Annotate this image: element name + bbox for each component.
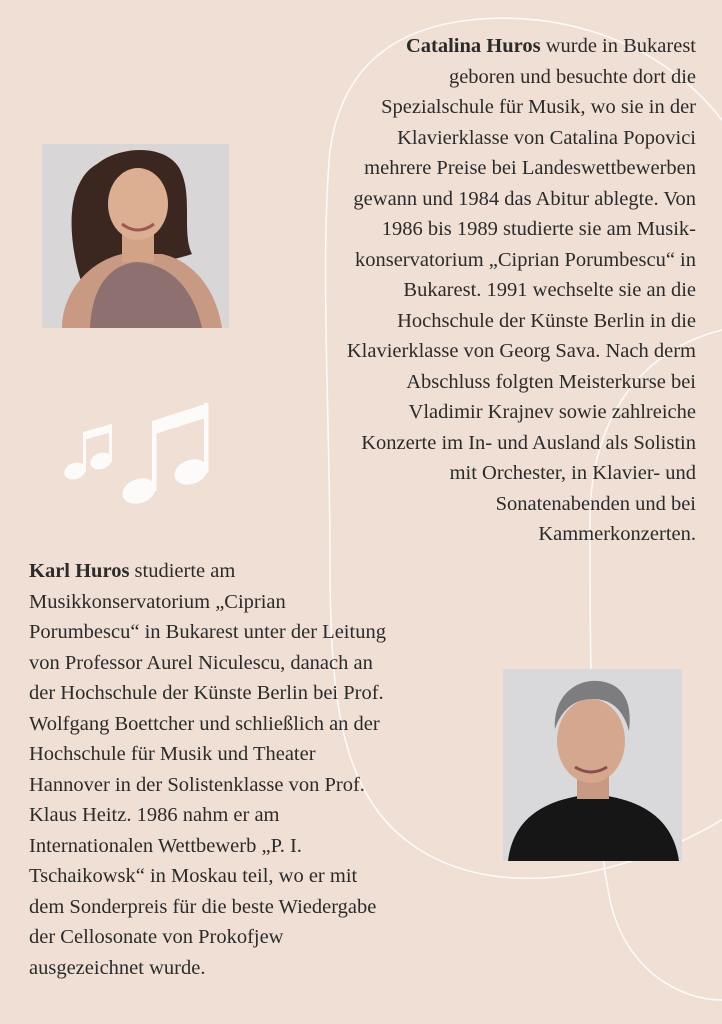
bio-catalina-line: Konzerte im In- und Ausland als Solistin [361, 431, 696, 454]
bio-karl-line: der Hochschule der Künste Berlin bei Prof. [29, 682, 384, 704]
portrait-photo-catalina [42, 144, 229, 328]
bio-catalina-line: geboren und besuchte dort die [448, 65, 696, 88]
bio-karl-line: Hochschule für Musik und Theater [29, 743, 316, 765]
bio-karl-line: Klaus Heitz. 1986 nahm er am [29, 804, 280, 826]
bio-catalina-line: Hochschule der Künste Berlin in die [397, 309, 696, 332]
bio-karl-line: Internationalen Wettbewerb „P. I. [29, 834, 302, 857]
bio-catalina-line: Spezialschule für Musik, wo sie in der [381, 96, 696, 118]
bio-catalina-line: Kammerkonzerten. [538, 523, 696, 545]
bio-catalina-name: Catalina Huros [405, 35, 541, 57]
bio-karl-name: Karl Huros [29, 560, 130, 582]
bio-catalina-line: Vladimir Krajnev sowie zahlreiche [408, 401, 696, 423]
bio-karl-line: Wolfgang Boettcher und schließlich an der [29, 712, 380, 735]
bio-karl-line: der Cellosonate von Prokofjew [29, 926, 284, 948]
bio-catalina-line: gewann und 1984 das Abitur ablegte. Von [353, 187, 696, 210]
bio-karl [29, 556, 469, 983]
bio-catalina-line: mehrere Preise bei Landeswettbewerben [364, 157, 696, 179]
bio-karl-line: Musikkonservatorium „Ciprian [29, 590, 286, 613]
bio-catalina [280, 31, 696, 550]
bio-karl-line: ausgezeichnet wurde. [29, 956, 206, 979]
bio-catalina-line: 1986 bis 1989 studierte sie am Musik- [381, 218, 696, 240]
bio-karl-line: von Professor Aurel Niculescu, danach an [29, 651, 373, 674]
bio-catalina-line: Klavierklasse von Catalina Popovici [397, 126, 696, 149]
music-notes-icon [62, 403, 211, 508]
bio-catalina-line: mit Orchester, in Klavier- und [449, 462, 696, 484]
bio-karl-line: Hannover in der Solistenklasse von Prof. [29, 773, 365, 796]
bio-catalina-line: Sonatenabenden und bei [495, 492, 696, 515]
bio-karl-line: Porumbescu“ in Bukarest unter der Leitung [29, 621, 386, 643]
bio-karl-line: dem Sonderpreis für die beste Wiedergabe [29, 895, 377, 918]
bio-catalina-line: Klavierklasse von Georg Sava. Nach derm [346, 340, 696, 362]
bio-karl-line: studierte am [129, 560, 236, 582]
bio-catalina-line: Abschluss folgten Meisterkurse bei [406, 370, 696, 393]
portrait-photo-karl [503, 669, 682, 861]
bio-catalina-line: konservatorium „Ciprian Porumbescu“ in [354, 248, 696, 271]
bio-catalina-line: Bukarest. 1991 wechselte sie an die [403, 279, 696, 301]
bio-karl-line: Tschaikowsk“ in Moskau teil, wo er mit [29, 865, 358, 887]
bio-catalina-line: wurde in Bukarest [540, 35, 696, 57]
